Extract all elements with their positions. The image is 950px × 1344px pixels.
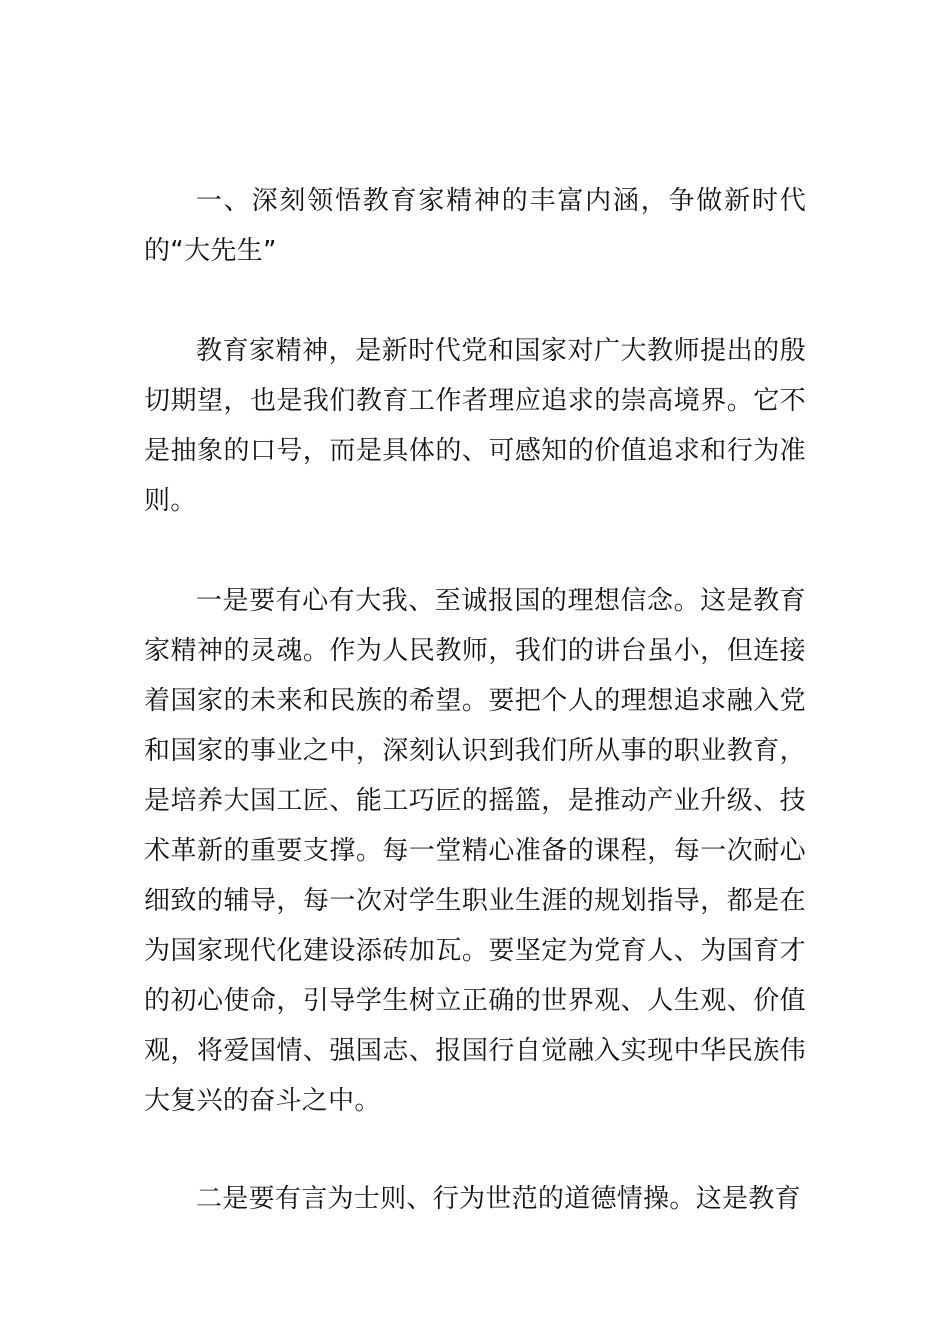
- section-heading: 一、深刻领悟教育家精神的丰富内涵，争做新时代的“大先生”: [144, 186, 806, 266]
- paragraph-point-one: 一是要有心有大我、至诚报国的理想信念。这是教育家精神的灵魂。作为人民教师，我们的讲台虽小，但连接着国家的未来和民族的希望。要把个人的理想追求融入党和国家的事业之中，深刻认识到我们所从事的职业教育，是培养大国工匠、能工巧匠的摇篮，是推动产业升级、技术革新的重要支撑。每一堂精心准备的课程，每一次耐心细致的辅导，每一次对学生职业生涯的规划指导，都是在为国家现代化建设添砖加瓦。要坚定为党育人、为国育才的初心使命，引导学生树立正确的世界观、人生观、价值观，将爱国情、强国志、报国行自觉融入实现中华民族伟大复兴的奋斗之中。: [144, 586, 806, 1116]
- paragraph-intro: 教育家精神，是新时代党和国家对广大教师提出的殷切期望，也是我们教育工作者理应追求的崇高境界。它不是抽象的口号，而是具体的、可感知的价值追求和行为准则。: [144, 336, 806, 516]
- paragraph-point-two: 二是要有言为士则、行为世范的道德情操。这是教育: [196, 1184, 801, 1214]
